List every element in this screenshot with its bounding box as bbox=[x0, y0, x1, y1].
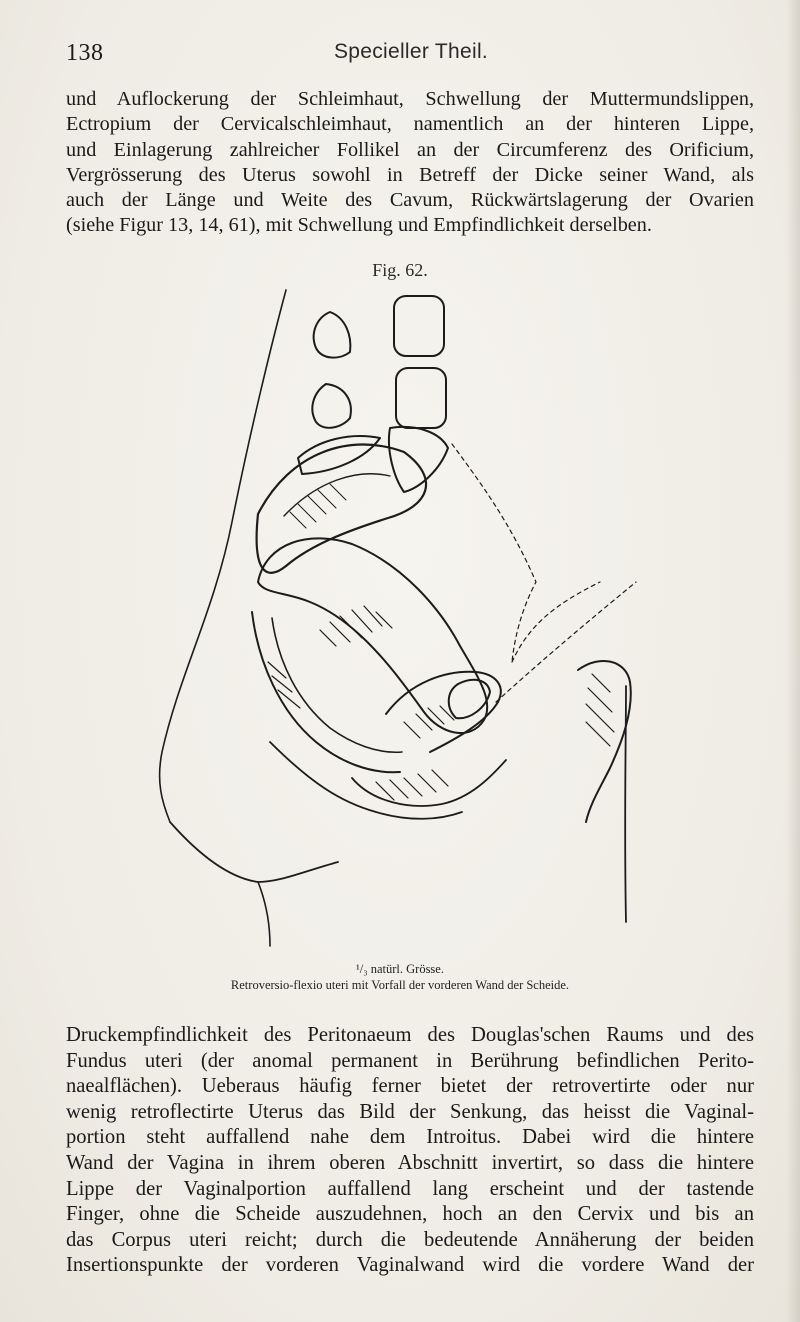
text-line: Ectropium der Cervicalschleimhaut, namentlich an der hinteren Lippe, bbox=[66, 113, 754, 136]
skin-outline-lower bbox=[170, 822, 338, 882]
section-title: Specieller Theil. bbox=[333, 40, 489, 63]
text-line: wenig retroflectirte Uterus das Bild der Senkung, das heisst die Vaginal- bbox=[66, 1100, 754, 1123]
hatching bbox=[404, 706, 454, 738]
text-line: das Corpus uteri reicht; durch die bedeutende Annäherung der beiden bbox=[66, 1228, 754, 1251]
hatching bbox=[376, 770, 448, 800]
text-line: und Auflockerung der Schleimhaut, Schwellung der Muttermundslippen, bbox=[66, 88, 754, 110]
perineum-outline bbox=[270, 742, 462, 819]
text-line: (siehe Figur 13, 14, 61), mit Schwellung und Empfindlichkeit derselben. bbox=[66, 214, 652, 237]
vertebra-upper-left bbox=[314, 312, 351, 358]
text-line: Vergrösserung des Uterus sowohl in Betreff der Dicke seiner Wand, als bbox=[66, 163, 754, 186]
sacrum-right-block bbox=[389, 427, 448, 492]
text-line: Fundus uteri (der anomal permanent in Berührung befindlichen Perito- bbox=[66, 1049, 754, 1072]
figure-label: Fig. 62. bbox=[372, 260, 428, 280]
text-line: und Einlagerung zahlreicher Follikel an der Circumferenz des Orificium, bbox=[66, 138, 754, 161]
text-line: Lippe der Vaginalportion auffallend lang erscheint und der tastende bbox=[66, 1177, 754, 1200]
anterior-body-outline bbox=[625, 686, 626, 922]
posterior-outline bbox=[160, 290, 286, 822]
text-line: Druckempfindlichkeit des Peritonaeum des Douglas'schen Raums und des bbox=[66, 1024, 754, 1046]
abdominal-dashed-line bbox=[496, 582, 636, 702]
cervix-outline bbox=[449, 680, 490, 718]
peritoneal-dashed-line bbox=[452, 444, 536, 662]
paragraph-bottom bbox=[66, 1023, 754, 1279]
vaginal-wall-inner bbox=[272, 618, 402, 752]
vertebra-middle-right bbox=[396, 368, 446, 428]
vertebra-middle-left bbox=[312, 384, 351, 428]
text-line: naealflächen). Ueberaus häufig ferner bietet der retrovertirte oder nur bbox=[66, 1075, 754, 1098]
running-head bbox=[66, 40, 756, 74]
figure-scale: ¹/₃ natürl. Grösse. bbox=[356, 962, 444, 976]
hatching bbox=[290, 484, 346, 528]
uterus-outline bbox=[257, 445, 426, 573]
uterus-cavity bbox=[284, 474, 390, 516]
page-edge-shadow bbox=[786, 0, 800, 1322]
sacrum-lower bbox=[298, 436, 380, 474]
vertebra-upper-right bbox=[394, 296, 444, 356]
text-line: Wand der Vagina in ihrem oberen Abschnitt invertirt, so dass die hintere bbox=[66, 1151, 754, 1174]
symphysis-outline bbox=[578, 661, 631, 822]
skin-outline-bottom bbox=[258, 882, 270, 946]
anatomical-illustration bbox=[140, 282, 660, 952]
text-line: Insertionspunkte der vorderen Vaginalwand wird die vordere Wand der bbox=[66, 1254, 754, 1277]
figure-caption: Retroversio-flexio uteri mit Vorfall der vorderen Wand der Scheide. bbox=[230, 978, 570, 992]
page-number: 138 bbox=[66, 40, 104, 66]
lower-loop bbox=[352, 760, 506, 806]
text-line: portion steht auffallend nahe dem Introitus. Dabei wird die hintere bbox=[66, 1126, 754, 1149]
bladder-loop-outline bbox=[258, 538, 487, 733]
peritoneal-dashed-line bbox=[512, 582, 600, 662]
hatching bbox=[586, 674, 614, 746]
paragraph-top bbox=[66, 87, 754, 239]
text-line: auch der Länge und Weite des Cavum, Rückwärtslagerung der Ovarien bbox=[66, 189, 754, 212]
text-line: Finger, ohne die Scheide auszudehnen, hoch an den Cervix und bis an bbox=[66, 1203, 754, 1226]
